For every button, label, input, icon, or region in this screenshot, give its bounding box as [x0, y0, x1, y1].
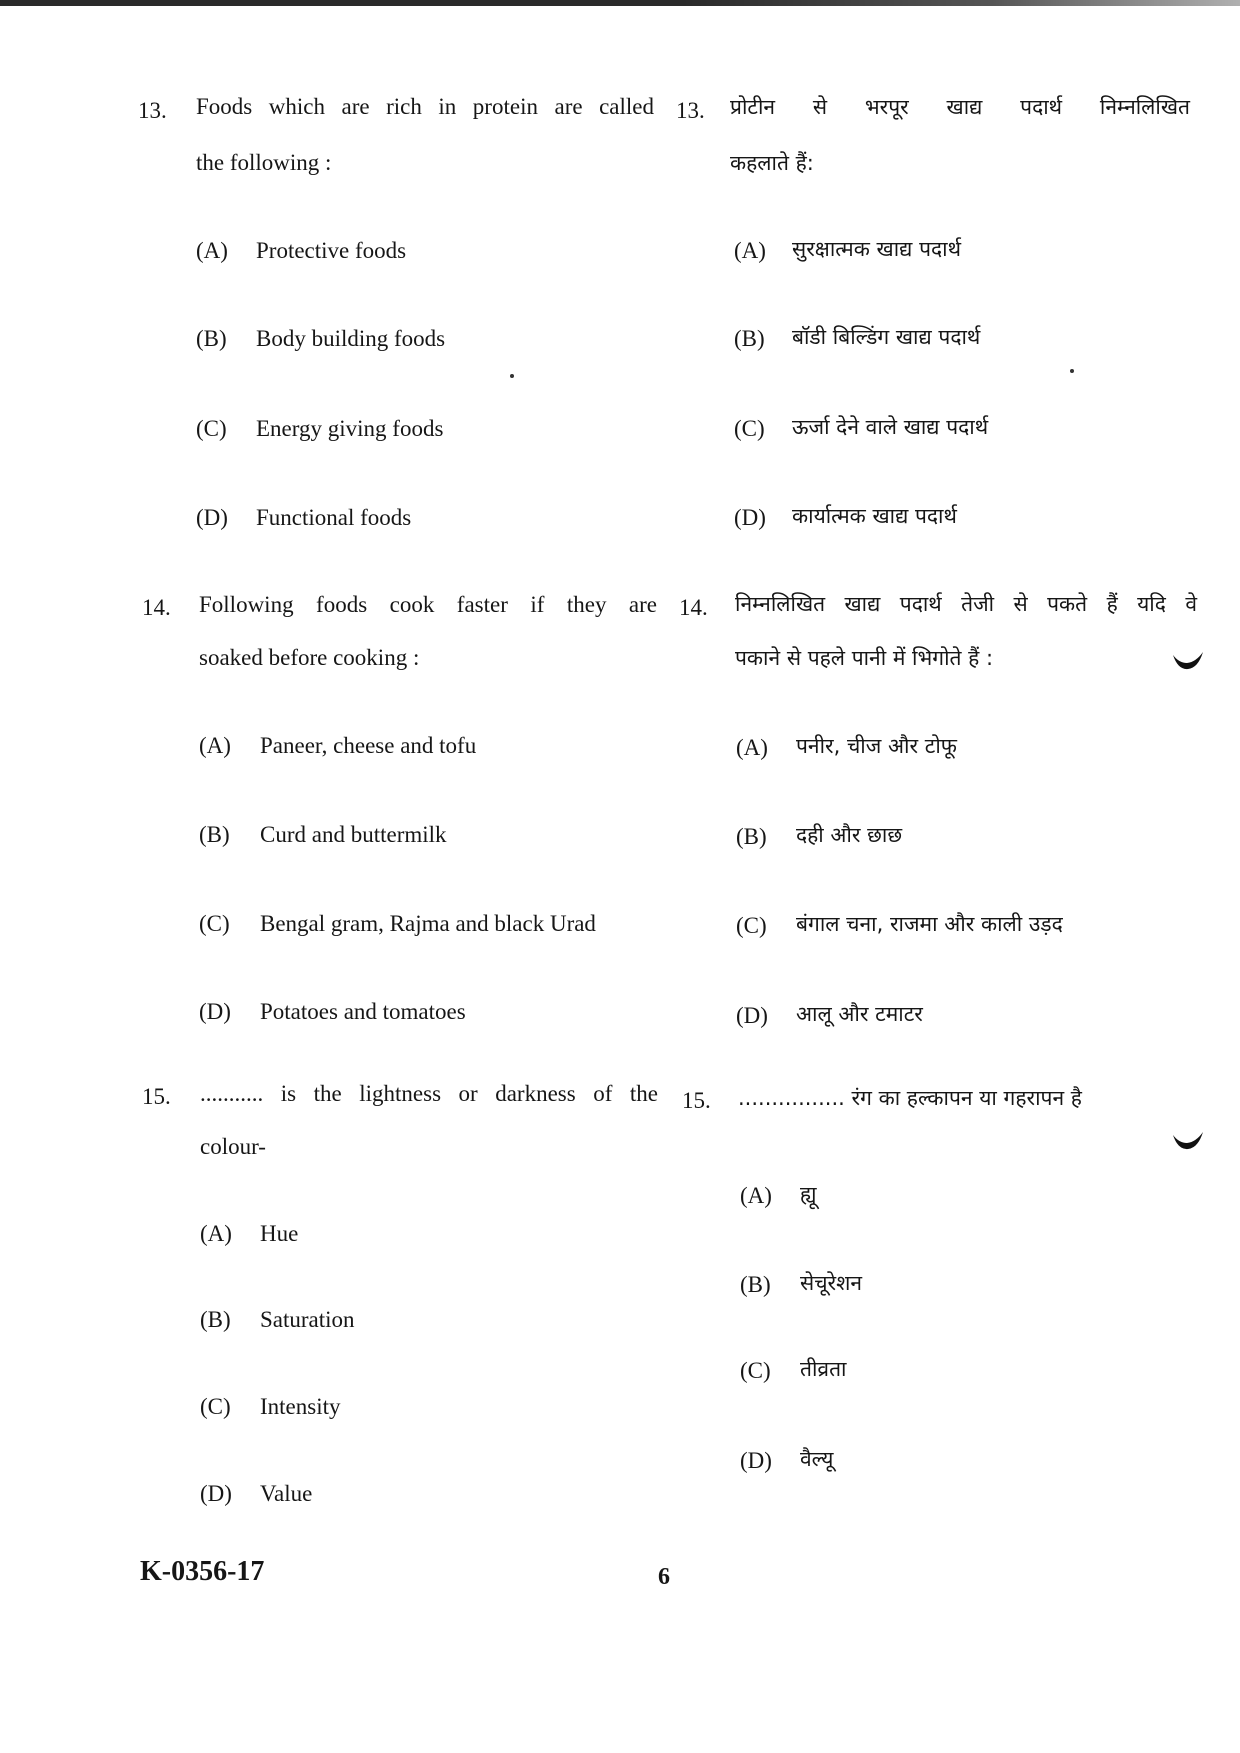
question-number: 15.	[142, 1084, 171, 1109]
option-text: दही और छाछ	[796, 823, 903, 847]
tick-mark-icon	[1170, 1128, 1206, 1156]
option-letter: (B)	[734, 326, 765, 351]
option-text: Intensity	[260, 1394, 341, 1419]
option-letter: (C)	[200, 1394, 231, 1419]
option-text: Bengal gram, Rajma and black Urad	[260, 911, 596, 936]
option-text: Paneer, cheese and tofu	[260, 733, 477, 758]
page-number: 6	[658, 1564, 670, 1590]
question-text-line: कहलाते हैं:	[730, 151, 814, 175]
option-letter: (D)	[200, 1481, 232, 1506]
question-number: 15.	[682, 1088, 711, 1113]
option-letter: (C)	[734, 416, 765, 441]
option-text: Curd and buttermilk	[260, 822, 447, 847]
option-text: ऊर्जा देने वाले खाद्य पदार्थ	[792, 415, 989, 439]
question-number: 14.	[142, 595, 171, 620]
option-text: Hue	[260, 1221, 299, 1246]
option-text: ह्यू	[800, 1182, 817, 1206]
paper-code: K-0356-17	[140, 1556, 265, 1587]
question-text-line: पकाने से पहले पानी में भिगोते हैं :	[735, 646, 994, 670]
option-letter: (C)	[199, 911, 230, 936]
question-text-line: ........... is the lightness or darkness of the	[200, 1081, 658, 1106]
option-letter: (D)	[199, 999, 231, 1024]
option-text: Value	[260, 1481, 313, 1506]
option-text: Potatoes and tomatoes	[260, 999, 466, 1024]
option-text: सुरक्षात्मक खाद्य पदार्थ	[792, 237, 962, 261]
option-letter: (D)	[196, 505, 228, 530]
top-border-rule	[0, 0, 1240, 6]
option-text: कार्यात्मक खाद्य पदार्थ	[792, 504, 957, 528]
option-letter: (C)	[736, 913, 767, 938]
option-text: Energy giving foods	[256, 416, 444, 441]
option-letter: (A)	[196, 238, 228, 263]
option-text: Protective foods	[256, 238, 407, 263]
option-letter: (C)	[740, 1358, 771, 1383]
option-letter: (A)	[200, 1221, 232, 1246]
question-text-line: Following foods cook faster if they are	[199, 592, 657, 617]
option-letter: (B)	[736, 824, 767, 849]
stray-dot-mark	[510, 374, 514, 378]
question-text-line: निम्नलिखित खाद्य पदार्थ तेजी से पकते हैं यदि वे	[735, 592, 1197, 616]
option-letter: (B)	[740, 1272, 771, 1297]
option-letter: (B)	[196, 326, 227, 351]
option-letter: (A)	[734, 238, 766, 263]
option-text: सेचूरेशन	[800, 1271, 863, 1295]
option-text: बॉडी बिल्डिंग खाद्य पदार्थ	[792, 325, 981, 349]
option-text: Saturation	[260, 1307, 355, 1332]
tick-mark-icon	[1170, 648, 1206, 676]
question-number: 13.	[676, 98, 705, 123]
option-letter: (B)	[199, 822, 230, 847]
question-text-line: soaked before cooking :	[199, 645, 420, 670]
option-text: Body building foods	[256, 326, 446, 351]
option-text: वैल्यू	[800, 1447, 834, 1471]
option-letter: (D)	[734, 505, 766, 530]
option-letter: (A)	[740, 1183, 772, 1208]
option-letter: (C)	[196, 416, 227, 441]
option-letter: (A)	[199, 733, 231, 758]
option-letter: (D)	[736, 1003, 768, 1028]
option-text: पनीर, चीज और टोफू	[796, 734, 957, 758]
option-letter: (B)	[200, 1307, 231, 1332]
option-text: बंगाल चना, राजमा और काली उड़द	[796, 912, 1063, 936]
question-number: 13.	[138, 98, 167, 123]
option-text: आलू और टमाटर	[796, 1002, 923, 1026]
question-text-line: प्रोटीन से भरपूर खाद्य पदार्थ निम्नलिखित	[730, 95, 1190, 119]
option-text: Functional foods	[256, 505, 412, 530]
option-text: तीव्रता	[800, 1357, 847, 1381]
stray-dot-mark	[1070, 369, 1074, 373]
question-number: 14.	[679, 595, 708, 620]
option-letter: (A)	[736, 735, 768, 760]
question-text-line: colour-	[200, 1134, 266, 1159]
question-text-line: ................ रंग का हल्कापन या गहरापन है	[738, 1086, 1082, 1110]
question-text-line: the following :	[196, 150, 332, 175]
option-letter: (D)	[740, 1448, 772, 1473]
question-text-line: Foods which are rich in protein are called	[196, 94, 654, 119]
